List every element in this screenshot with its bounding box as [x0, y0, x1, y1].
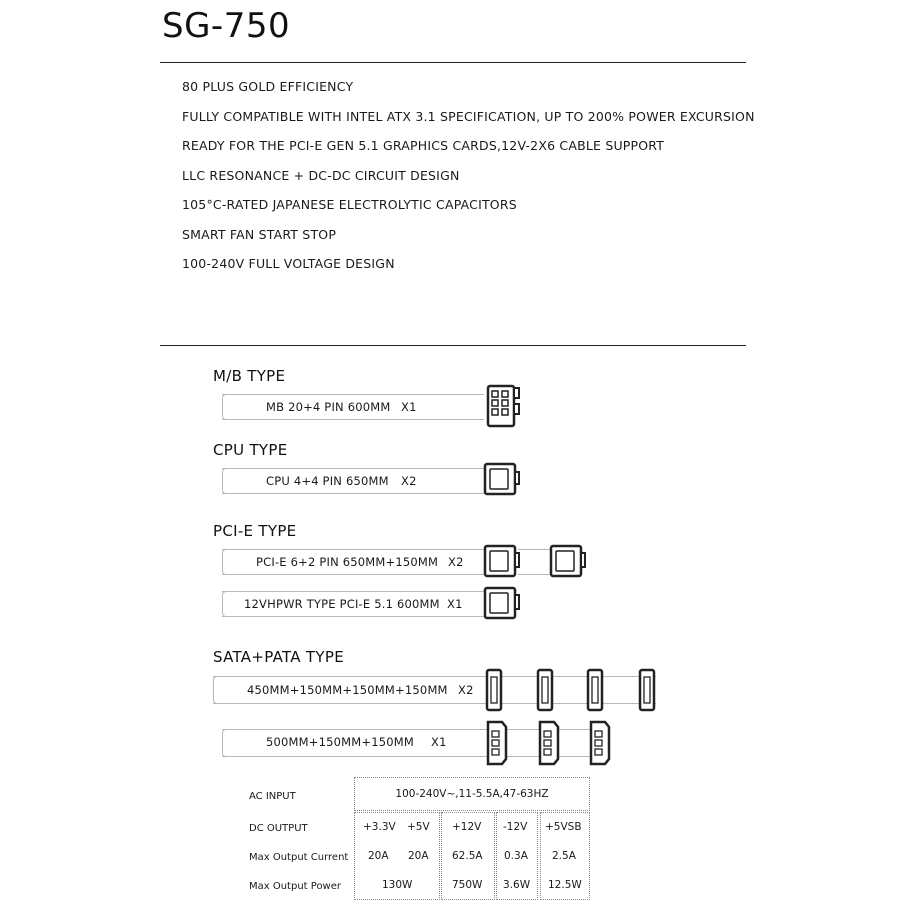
molex-cable-qty: X1	[431, 735, 447, 749]
max-current-5vsb: 2.5A	[552, 850, 576, 862]
section-heading-sata: SATA+PATA TYPE	[213, 648, 344, 666]
sata-connector-icon	[585, 667, 605, 713]
max-power-5vsb: 12.5W	[548, 879, 582, 891]
feature-item: LLC RESONANCE + DC-DC CIRCUIT DESIGN	[182, 168, 460, 183]
mb-cable-label: MB 20+4 PIN 600MM	[266, 400, 391, 414]
sata-cable-qty: X2	[458, 683, 474, 697]
pcie-cable-label: PCI-E 6+2 PIN 650MM+150MM	[256, 555, 439, 569]
cable-end	[222, 549, 231, 575]
max-current-12v: 62.5A	[452, 850, 483, 862]
cpu-cable-label: CPU 4+4 PIN 650MM	[266, 474, 389, 488]
feature-item: 100-240V FULL VOLTAGE DESIGN	[182, 256, 395, 271]
molex-connector-icon	[585, 718, 613, 768]
sata-connector-icon	[535, 667, 555, 713]
max-current-3v3: 20A	[368, 850, 389, 862]
12vhpwr-connector-icon	[482, 585, 522, 623]
12vhpwr-cable-label: 12VHPWR TYPE PCI-E 5.1 600MM	[244, 597, 440, 611]
spec-label-max-current: Max Output Current	[249, 852, 349, 863]
pcie-cable-extension	[518, 549, 552, 575]
max-current-neg12v: 0.3A	[504, 850, 528, 862]
feature-item: FULLY COMPATIBLE WITH INTEL ATX 3.1 SPECIFICATION, UP TO 200% POWER EXCURSION	[182, 109, 755, 124]
cable-end	[213, 676, 222, 704]
cpu-8pin-connector-icon	[482, 460, 522, 500]
spec-label-ac-input: AC INPUT	[249, 791, 296, 802]
dc-output-3v3: +3.3V	[363, 821, 396, 833]
section-heading-pcie: PCI-E TYPE	[213, 522, 297, 540]
cable-end	[222, 394, 231, 420]
sata-connector-icon	[484, 667, 504, 713]
pcie-8pin-connector-icon	[482, 543, 522, 581]
dc-output-5vsb: +5VSB	[545, 821, 582, 833]
max-power-neg12v: 3.6W	[503, 879, 531, 891]
sata-connector-icon	[637, 667, 657, 713]
feature-item: READY FOR THE PCI-E GEN 5.1 GRAPHICS CARDS,12V-2X6 CABLE SUPPORT	[182, 138, 665, 153]
sata-cable-label: 450MM+150MM+150MM+150MM	[247, 683, 448, 697]
molex-cable-label: 500MM+150MM+150MM	[266, 735, 415, 749]
mb-24pin-connector-icon	[482, 382, 522, 430]
pcie-cable-qty: X2	[448, 555, 464, 569]
cable-end	[222, 468, 231, 494]
cable-end	[222, 591, 231, 617]
page-title: SG-750	[162, 6, 291, 46]
feature-item: 105°C-RATED JAPANESE ELECTROLYTIC CAPACITORS	[182, 197, 517, 212]
spec-label-dc-output: DC OUTPUT	[249, 823, 308, 834]
dc-output-5v: +5V	[407, 821, 430, 833]
middle-divider	[160, 345, 746, 346]
feature-item: 80 PLUS GOLD EFFICIENCY	[182, 79, 354, 94]
max-power-12v: 750W	[452, 879, 483, 891]
section-heading-cpu: CPU TYPE	[213, 441, 288, 459]
molex-connector-icon	[482, 718, 510, 768]
12vhpwr-cable-qty: X1	[447, 597, 463, 611]
section-heading-mb: M/B TYPE	[213, 367, 286, 385]
molex-connector-icon	[534, 718, 562, 768]
cable-end	[222, 729, 231, 757]
ac-input-value: 100-240V~,11-5.5A,47-63HZ	[354, 777, 590, 811]
cpu-cable-qty: X2	[401, 474, 417, 488]
pcie-8pin-connector-icon	[548, 543, 588, 581]
max-current-5v: 20A	[408, 850, 429, 862]
top-divider	[160, 62, 746, 63]
max-power-3v3-5v: 130W	[382, 879, 413, 891]
dc-output-neg12v: -12V	[503, 821, 528, 833]
spec-label-max-power: Max Output Power	[249, 881, 342, 892]
mb-cable-qty: X1	[401, 400, 417, 414]
dc-output-12v: +12V	[452, 821, 482, 833]
feature-item: SMART FAN START STOP	[182, 227, 337, 242]
